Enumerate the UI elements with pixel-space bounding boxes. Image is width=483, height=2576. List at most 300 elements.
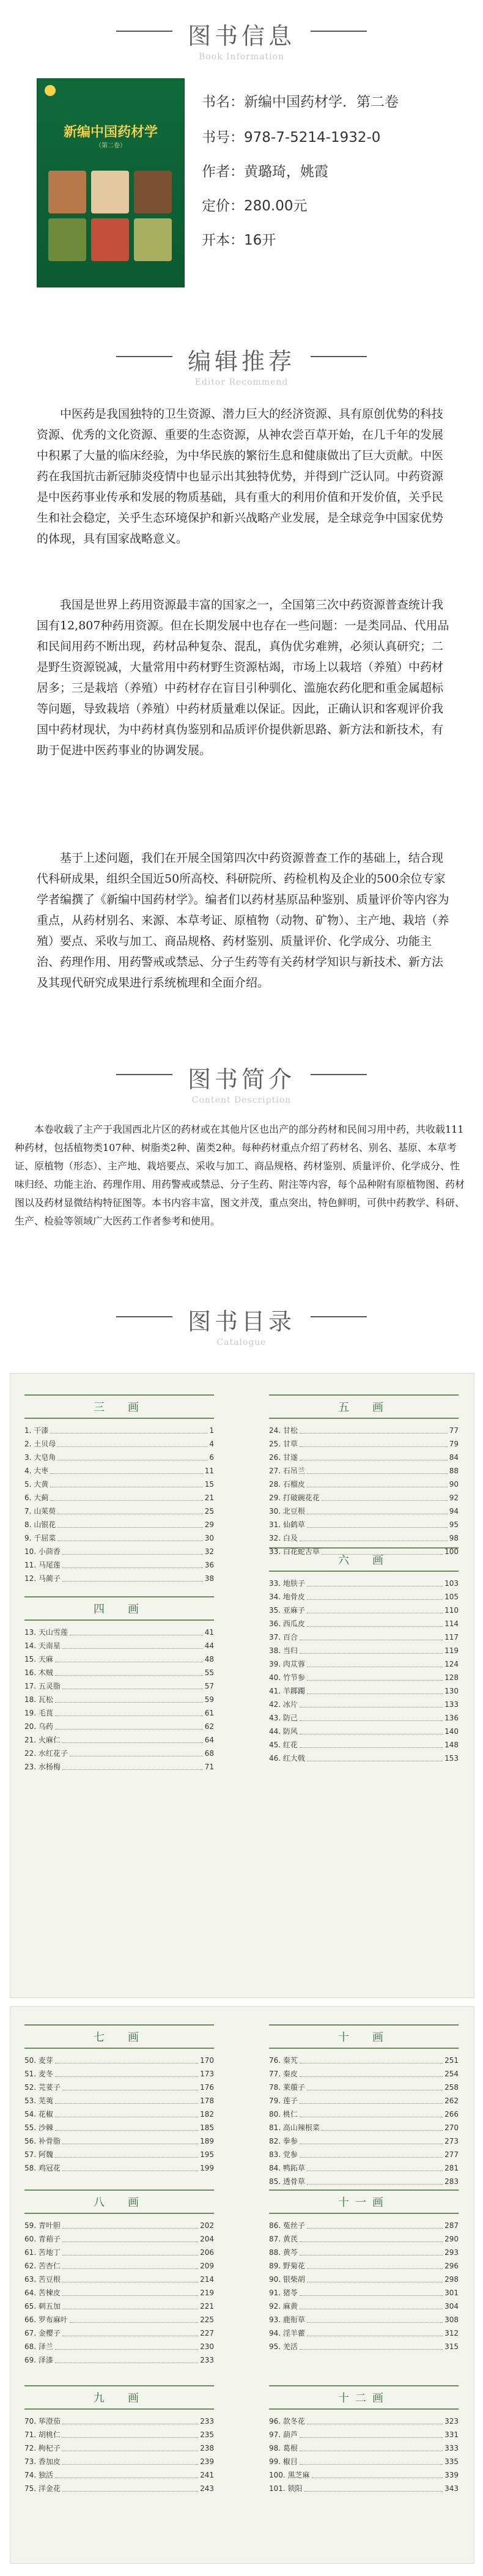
catalogue-section-heading: 六 画 (269, 1547, 459, 1572)
catalogue-entry[interactable] (269, 1591, 459, 1603)
catalogue-entry-page: 1 (209, 1426, 214, 1435)
catalogue-entry[interactable] (24, 1519, 214, 1531)
catalogue-entry-page: 71 (204, 1763, 214, 1771)
catalogue-entry-name: 38. 当归 (269, 1646, 298, 1655)
catalogue-entry-name: 36. 西瓜皮 (269, 1619, 305, 1628)
catalogue-entry[interactable] (269, 2483, 459, 2495)
catalogue-entry-page: 204 (200, 2235, 214, 2243)
catalogue-entry[interactable] (269, 2055, 459, 2067)
catalogue-entry[interactable] (24, 2443, 214, 2454)
catalogue-leader-dots (55, 2095, 198, 2104)
catalogue-leader-dots (300, 1645, 443, 1654)
catalogue-entry-name: 7. 山茱萸 (24, 1507, 56, 1516)
catalogue-entry-name: 97. 葫芦 (269, 2430, 298, 2439)
catalogue-entry[interactable] (24, 2136, 214, 2147)
catalogue-leader-dots (300, 2443, 443, 2451)
catalogue-entry-page: 273 (444, 2137, 459, 2145)
catalogue-entry[interactable] (24, 1681, 214, 1692)
catalogue-entry[interactable] (24, 2163, 214, 2174)
catalogue-entry-name: 92. 麻黄 (269, 2302, 298, 2311)
catalogue-entry-name: 52. 芫荽子 (24, 2083, 61, 2092)
catalogue-leader-dots (57, 1438, 207, 1447)
catalogue-leader-dots (304, 2483, 443, 2492)
catalogue-entry[interactable] (269, 1618, 459, 1630)
cover-herb-image (134, 218, 172, 261)
catalogue-entry[interactable] (269, 2470, 459, 2481)
catalogue-entry-page: 281 (444, 2164, 459, 2172)
catalogue-entry[interactable] (269, 2443, 459, 2454)
catalogue-entry[interactable] (24, 2095, 214, 2107)
catalogue-section-heading: 九 画 (24, 2385, 214, 2410)
catalogue-entry-name: 65. 刺五加 (24, 2302, 61, 2311)
book-cover-image (37, 78, 185, 287)
catalogue-entry[interactable] (24, 2122, 214, 2134)
catalogue-leader-dots (55, 1721, 203, 1730)
catalogue-leader-dots (307, 1672, 443, 1681)
catalogue-leader-dots (300, 2068, 443, 2077)
book-price-line: 定价：280.00元 (202, 198, 308, 214)
catalogue-entry[interactable] (24, 1425, 214, 1437)
catalogue-section-heading: 十 画 (269, 2024, 459, 2049)
section-content-title (0, 1060, 483, 1105)
catalogue-entry-name: 8. 山银花 (24, 1520, 56, 1529)
catalogue-entry-page: 312 (444, 2329, 459, 2337)
catalogue-entry-page: 64 (204, 1736, 214, 1744)
catalogue-entry[interactable] (269, 1672, 459, 1684)
catalogue-entry-name: 40. 竹节参 (269, 1673, 305, 1682)
catalogue-entry-name: 22. 水红花子 (24, 1749, 68, 1758)
catalogue-entry[interactable] (24, 2220, 214, 2232)
catalogue-entry[interactable] (269, 2247, 459, 2259)
catalogue-entry[interactable] (24, 1560, 214, 1571)
catalogue-leader-dots (307, 1465, 448, 1474)
catalogue-leader-dots (62, 2163, 198, 2171)
catalogue-entry[interactable] (24, 1748, 214, 1760)
catalogue-entry[interactable] (24, 1694, 214, 1706)
book-format-line: 开本：16开 (202, 232, 276, 248)
catalogue-leader-dots (300, 2149, 443, 2158)
catalogue-entry-page: 251 (444, 2056, 459, 2065)
catalogue-leader-dots (307, 1479, 448, 1487)
catalogue-entry-page: 233 (200, 2417, 214, 2426)
catalogue-entry-name: 21. 火麻仁 (24, 1736, 61, 1744)
book-title-line: 书名：新编中国药材学．第二卷 (202, 94, 399, 110)
catalogue-entry[interactable] (24, 1761, 214, 1773)
catalogue-entry-name: 51. 麦冬 (24, 2070, 53, 2078)
catalogue-entry[interactable] (24, 1546, 214, 1558)
catalogue-entry[interactable] (24, 2341, 214, 2353)
catalogue-entry[interactable] (24, 1640, 214, 1652)
catalogue-entry[interactable] (269, 2220, 459, 2232)
catalogue-entry-name: 30. 北豆根 (269, 1507, 305, 1516)
catalogue-entry[interactable] (24, 2260, 214, 2272)
catalogue-leader-dots (55, 2149, 198, 2158)
catalogue-entry-name: 56. 补骨脂 (24, 2137, 61, 2145)
catalogue-entry-page: 29 (204, 1520, 214, 1529)
catalogue-entry-name: 19. 毛茛 (24, 1709, 53, 1717)
catalogue-entry[interactable] (24, 1667, 214, 1679)
catalogue-entry-name: 71. 胡桃仁 (24, 2430, 61, 2439)
catalogue-leader-dots (300, 2456, 443, 2465)
catalogue-entry[interactable] (269, 1533, 459, 1544)
catalogue-entry[interactable] (24, 2109, 214, 2120)
catalogue-entry-page: 343 (444, 2484, 459, 2493)
catalogue-entry[interactable] (269, 1659, 459, 1670)
catalogue-entry-name: 18. 瓦松 (24, 1695, 53, 1704)
catalogue-entry[interactable] (24, 1506, 214, 1517)
catalogue-leader-dots (50, 1465, 202, 1474)
catalogue-entry[interactable] (269, 2234, 459, 2245)
catalogue-leader-dots (70, 2314, 198, 2323)
section-subtitle: Catalogue (216, 1338, 267, 1347)
catalogue-leader-dots (300, 1452, 448, 1460)
catalogue-leader-dots (307, 2416, 443, 2424)
catalogue-entry-name: 83. 党参 (269, 2150, 298, 2159)
editor-paragraph: 中医药是我国独特的卫生资源、潜力巨大的经济资源、具有原创优势的科技资源、优秀的文化资源、重要的生态资源，从神农尝百草开始，在几千年的发展中积累了大量的临床经验，为中华民族的繁衍生息和健康做出了巨大贡献。中医药在我国抗击新冠肺炎疫情中也显示出其独特优势，并得到广泛认同。中药资源是中医药事业传承和发展的物质基础，具有重大的利用价值和开发价值，关乎民生和社会稳定，关乎生态环境保护和新兴战略产业发展，是全球竞争中国家优势的体现，具有国家战略意义。 (37, 407, 444, 546)
section-subtitle: Content Description (191, 1095, 292, 1105)
catalogue-leader-dots (300, 1726, 443, 1734)
catalogue-entry[interactable] (24, 2456, 214, 2468)
catalogue-entry-name: 72. 枸杞子 (24, 2444, 61, 2452)
catalogue-entry-name: 75. 洋金花 (24, 2484, 61, 2493)
catalogue-entry-name: 79. 莲子 (269, 2097, 298, 2105)
catalogue-entry[interactable] (269, 2416, 459, 2427)
catalogue-leader-dots (55, 1694, 203, 1703)
catalogue-entry-page: 189 (200, 2137, 214, 2145)
publisher-logo-icon (45, 85, 56, 96)
catalogue-entry-name: 39. 肉苁蓉 (269, 1660, 305, 1668)
catalogue-entry[interactable] (269, 2287, 459, 2299)
catalogue-entry[interactable] (269, 1465, 459, 1477)
catalogue-entry[interactable] (24, 1479, 214, 1490)
catalogue-leader-dots (62, 2247, 198, 2256)
catalogue-entry[interactable] (269, 2328, 459, 2339)
catalogue-entry[interactable] (24, 1492, 214, 1504)
catalogue-entry[interactable] (24, 1734, 214, 1746)
catalogue-entry[interactable] (24, 2082, 214, 2093)
catalogue-entry[interactable] (24, 1627, 214, 1638)
catalogue-entry-page: 230 (200, 2342, 214, 2351)
catalogue-entry[interactable] (269, 2068, 459, 2080)
catalogue-entry-name: 23. 水杨梅 (24, 1763, 61, 1771)
catalogue-leader-dots (300, 2247, 443, 2256)
catalogue-entry-name: 78. 莱菔子 (269, 2083, 305, 2092)
cover-volume: （第二卷） (95, 142, 126, 149)
catalogue-leader-dots (62, 2328, 198, 2336)
catalogue-leader-dots (62, 1560, 203, 1568)
catalogue-entry-name: 9. 千屈菜 (24, 1534, 56, 1542)
catalogue-entry-name: 15. 天麻 (24, 1655, 53, 1664)
catalogue-entry[interactable] (24, 2483, 214, 2495)
catalogue-leader-dots (62, 2429, 198, 2438)
catalogue-entry-page: 48 (204, 1655, 214, 1664)
catalogue-entry-name: 76. 秦艽 (269, 2056, 298, 2065)
catalogue-entry-page: 238 (200, 2444, 214, 2452)
catalogue-entry[interactable] (269, 1753, 459, 1764)
catalogue-entry[interactable] (24, 2287, 214, 2299)
catalogue-entry[interactable] (269, 2095, 459, 2107)
catalogue-entry-name: 80. 桃仁 (269, 2110, 298, 2119)
catalogue-entry-name: 68. 泽兰 (24, 2342, 53, 2351)
catalogue-entry[interactable] (269, 2260, 459, 2272)
catalogue-entry[interactable] (24, 1721, 214, 1733)
section-book-info-title (0, 17, 483, 62)
catalogue-leader-dots (62, 2220, 198, 2229)
catalogue-leader-dots (62, 2274, 198, 2282)
catalogue-entry-name: 10. 小茴香 (24, 1547, 61, 1556)
catalogue-entry-page: 98 (449, 1534, 459, 1542)
catalogue-entry[interactable] (24, 1573, 214, 1585)
catalogue-entry-page: 103 (444, 1579, 459, 1588)
catalogue-leader-dots (55, 2055, 198, 2063)
catalogue-leader-dots (62, 2301, 198, 2309)
section-title: 图书目录 (187, 1308, 295, 1335)
catalogue-entry[interactable] (269, 1479, 459, 1490)
catalogue-entry-name: 81. 高山辣根菜 (269, 2123, 320, 2132)
catalogue-entry-name: 32. 白及 (269, 1534, 298, 1542)
catalogue-entry-name: 11. 马尾莲 (24, 1561, 61, 1569)
catalogue-entry-page: 117 (444, 1633, 459, 1641)
catalogue-entry[interactable] (269, 1438, 459, 1450)
catalogue-entry-page: 195 (200, 2150, 214, 2159)
catalogue-leader-dots (50, 1425, 207, 1434)
catalogue-entry[interactable] (269, 1739, 459, 1751)
catalogue-leader-dots (62, 1681, 203, 1689)
catalogue-entry-name: 27. 石吊兰 (269, 1467, 305, 1475)
catalogue-entry-name: 95. 羌活 (269, 2342, 298, 2351)
catalogue-section-heading: 五 画 (269, 1394, 459, 1419)
catalogue-entry-page: 41 (204, 1628, 214, 1637)
catalogue-entry[interactable] (269, 2341, 459, 2353)
catalogue-entry-page: 202 (200, 2221, 214, 2230)
catalogue-entry-page: 62 (204, 1722, 214, 1731)
catalogue-entry[interactable] (24, 2068, 214, 2080)
catalogue-entry-page: 241 (200, 2471, 214, 2479)
catalogue-entry-name: 67. 金樱子 (24, 2329, 61, 2337)
catalogue-entry-name: 70. 荜澄茄 (24, 2417, 61, 2426)
catalogue-entry[interactable] (269, 1492, 459, 1504)
catalogue-entry[interactable] (269, 2122, 459, 2134)
catalogue-entry[interactable] (24, 2416, 214, 2427)
catalogue-entry[interactable] (269, 1645, 459, 1657)
catalogue-entry-page: 90 (449, 1480, 459, 1489)
catalogue-entry[interactable] (24, 1465, 214, 1477)
catalogue-entry-page: 262 (444, 2097, 459, 2105)
catalogue-entry-page: 258 (444, 2083, 459, 2092)
catalogue-entry-name: 33. 白花蛇舌草 (269, 1547, 320, 1556)
catalogue-entry-name: 94. 淫羊藿 (269, 2329, 305, 2337)
catalogue-entry[interactable] (269, 1632, 459, 1643)
catalogue-entry[interactable] (269, 2301, 459, 2312)
catalogue-leader-dots (307, 2176, 443, 2185)
catalogue-entry-page: 199 (200, 2164, 214, 2172)
catalogue-section-heading: 四 画 (24, 1596, 214, 1621)
catalogue-leader-dots (55, 2470, 198, 2478)
title-divider-left (116, 356, 172, 357)
catalogue-entry-page: 182 (200, 2110, 214, 2119)
catalogue-leader-dots (300, 2095, 443, 2104)
catalogue-entry[interactable] (24, 2055, 214, 2067)
catalogue-entry-name: 77. 秦皮 (269, 2070, 298, 2078)
catalogue-entry-name: 61. 苦地丁 (24, 2248, 61, 2257)
catalogue-entry[interactable] (269, 2274, 459, 2285)
catalogue-entry[interactable] (269, 2149, 459, 2161)
catalogue-entry[interactable] (24, 1654, 214, 1665)
catalogue-entry[interactable] (269, 1452, 459, 1464)
catalogue-entry-name: 20. 乌药 (24, 1722, 53, 1731)
catalogue-leader-dots (307, 1618, 443, 1627)
cover-title: 新编中国药材学 (63, 125, 158, 140)
catalogue-entry-page: 206 (200, 2248, 214, 2257)
catalogue-entry-page: 128 (444, 1673, 459, 1682)
catalogue-entry-name: 99. 椒目 (269, 2457, 298, 2466)
catalogue-leader-dots (62, 2234, 198, 2242)
cover-herb-image (91, 218, 129, 261)
catalogue-entry[interactable] (269, 1712, 459, 1724)
catalogue-entry[interactable] (269, 2136, 459, 2147)
catalogue-entry-page: 61 (204, 1709, 214, 1717)
catalogue-entry-page: 254 (444, 2070, 459, 2078)
catalogue-leader-dots (55, 2355, 198, 2363)
title-divider-right (311, 1316, 367, 1317)
catalogue-entry-name: 17. 五灵脂 (24, 1682, 61, 1690)
catalogue-entry[interactable] (24, 2247, 214, 2259)
catalogue-entry-page: 4 (209, 1440, 214, 1448)
catalogue-leader-dots (57, 1452, 207, 1460)
catalogue-leader-dots (307, 2314, 443, 2323)
catalogue-entry[interactable] (269, 2163, 459, 2174)
catalogue-entry-name: 88. 黄芩 (269, 2248, 298, 2257)
catalogue-entry[interactable] (24, 2149, 214, 2161)
catalogue-entry[interactable] (269, 1686, 459, 1697)
catalogue-entry-page: 57 (204, 1682, 214, 1690)
catalogue-entry-page: 339 (444, 2471, 459, 2479)
catalogue-entry-name: 63. 苦豆根 (24, 2275, 61, 2284)
catalogue-entry[interactable] (269, 2109, 459, 2120)
catalogue-entry[interactable] (24, 1452, 214, 1464)
catalogue-entry-page: 335 (444, 2457, 459, 2466)
catalogue-leader-dots (307, 2163, 443, 2171)
catalogue-leader-dots (55, 2122, 198, 2131)
catalogue-entry[interactable] (269, 2456, 459, 2468)
catalogue-section-heading: 十二画 (269, 2385, 459, 2410)
catalogue-entry-page: 32 (204, 1547, 214, 1556)
catalogue-entry-page: 283 (444, 2177, 459, 2186)
catalogue-entry-page: 170 (200, 2056, 214, 2065)
catalogue-entry-page: 110 (444, 1606, 459, 1615)
catalogue-entry-name: 82. 拳参 (269, 2137, 298, 2145)
catalogue-entry-page: 84 (449, 1453, 459, 1462)
catalogue-entry-name: 2. 土贝母 (24, 1440, 56, 1448)
catalogue-entry-page: 36 (204, 1561, 214, 1569)
catalogue-entry-page: 277 (444, 2150, 459, 2159)
catalogue-entry-page: 333 (444, 2444, 459, 2452)
catalogue-entry-page: 100 (444, 1547, 459, 1556)
book-author-line: 作者：黄璐琦，姚霞 (202, 164, 328, 180)
catalogue-leader-dots (307, 2274, 443, 2282)
catalogue-leader-dots (57, 1519, 202, 1528)
catalogue-entry-page: 88 (449, 1467, 459, 1475)
catalogue-leader-dots (307, 1753, 443, 1761)
catalogue-entry-name: 37. 百合 (269, 1633, 298, 1641)
catalogue-leader-dots (62, 1640, 203, 1649)
catalogue-entry-page: 68 (204, 1749, 214, 1758)
catalogue-leader-dots (307, 1659, 443, 1667)
catalogue-entry[interactable] (24, 1438, 214, 1450)
catalogue-entry-page: 233 (200, 2356, 214, 2364)
catalogue-entry[interactable] (269, 1605, 459, 1616)
catalogue-entry-page: 25 (204, 1507, 214, 1516)
catalogue-entry-page: 79 (449, 1440, 459, 1448)
catalogue-entry-page: 219 (200, 2289, 214, 2297)
catalogue-leader-dots (62, 1734, 203, 1743)
catalogue-entry-page: 287 (444, 2221, 459, 2230)
catalogue-entry[interactable] (269, 2429, 459, 2441)
catalogue-leader-dots (50, 1479, 202, 1487)
catalogue-entry[interactable] (269, 2176, 459, 2188)
catalogue-leader-dots (307, 1686, 443, 1694)
catalogue-entry-name: 85. 透骨草 (269, 2177, 305, 2186)
catalogue-leader-dots (307, 1578, 443, 1586)
catalogue-entry-page: 119 (444, 1646, 459, 1655)
catalogue-entry[interactable] (24, 2234, 214, 2245)
catalogue-entry-page: 92 (449, 1493, 459, 1502)
catalogue-leader-dots (62, 2136, 198, 2144)
catalogue-entry[interactable] (24, 2429, 214, 2441)
catalogue-entry-name: 91. 猪苓 (269, 2289, 298, 2297)
catalogue-entry-page: 148 (444, 1741, 459, 1749)
catalogue-entry[interactable] (269, 1519, 459, 1531)
catalogue-entry-page: 77 (449, 1426, 459, 1435)
catalogue-entry[interactable] (24, 2314, 214, 2326)
catalogue-entry[interactable] (24, 2470, 214, 2481)
catalogue-entry[interactable] (269, 1578, 459, 1590)
catalogue-entry-name: 44. 防风 (269, 1727, 298, 1736)
catalogue-entry-name: 86. 菟丝子 (269, 2221, 305, 2230)
catalogue-leader-dots (307, 1519, 448, 1528)
section-subtitle: Book Information (198, 52, 285, 62)
catalogue-entry[interactable] (269, 2082, 459, 2093)
catalogue-entry[interactable] (269, 1506, 459, 1517)
catalogue-entry[interactable] (269, 1699, 459, 1711)
catalogue-entry[interactable] (24, 1708, 214, 1719)
catalogue-section-heading: 三 画 (24, 1394, 214, 1419)
catalogue-entry-name: 42. 冰片 (269, 1700, 298, 1709)
catalogue-entry[interactable] (24, 2274, 214, 2285)
catalogue-entry-name: 87. 黄芪 (269, 2235, 298, 2243)
catalogue-entry[interactable] (269, 2314, 459, 2326)
catalogue-entry[interactable] (24, 2301, 214, 2312)
catalogue-entry-name: 54. 花椒 (24, 2110, 53, 2119)
section-catalogue-title (0, 1303, 483, 1347)
catalogue-entry[interactable] (269, 1726, 459, 1738)
catalogue-entry-name: 90. 银柴胡 (269, 2275, 305, 2284)
catalogue-leader-dots (55, 2068, 198, 2077)
catalogue-entry-page: 140 (444, 1727, 459, 1736)
title-divider-right (311, 1074, 367, 1075)
catalogue-leader-dots (300, 2055, 443, 2063)
catalogue-leader-dots (62, 2483, 198, 2492)
catalogue-entry[interactable] (24, 2355, 214, 2366)
catalogue-entry-name: 73. 香加皮 (24, 2457, 61, 2466)
catalogue-entry-page: 11 (204, 1467, 214, 1475)
catalogue-entry[interactable] (269, 1425, 459, 1437)
catalogue-entry[interactable] (24, 1533, 214, 1544)
catalogue-leader-dots (300, 2341, 443, 2350)
catalogue-entry-page: 15 (204, 1480, 214, 1489)
catalogue-entry[interactable] (24, 2328, 214, 2339)
catalogue-entry-name: 74. 独活 (24, 2471, 53, 2479)
